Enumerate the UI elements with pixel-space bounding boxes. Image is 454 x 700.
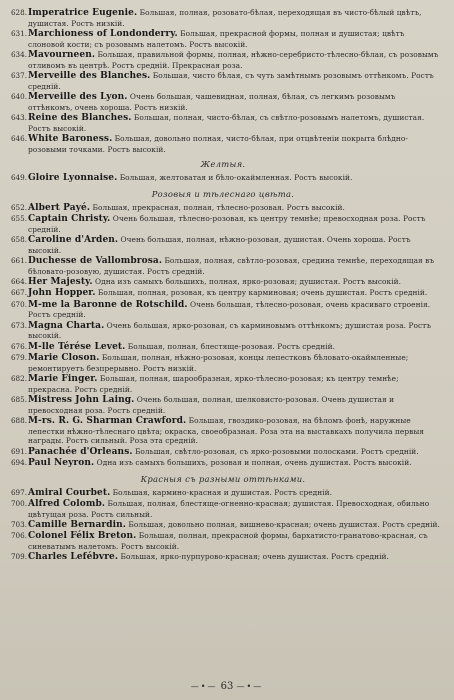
rose-description: Большая, полная, чисто-бѣлая, съ свѣтло-розовымъ налетомъ, душистая. Ростъ высокій.	[28, 112, 425, 133]
rose-name: Captain Christy.	[28, 214, 111, 225]
entry-number: 628.	[10, 8, 27, 17]
rose-description: Большая, полная, розовато-бѣлая, переходящая въ чисто-бѣлый цвѣтъ, душистая. Ростъ низкій.	[28, 8, 422, 28]
entry-number: 643.	[10, 112, 27, 122]
rose-description: Большая, полная, нѣжно-розовая, концы лепестковъ бѣловато-окаймленные; ремонтируетъ безпрерывно. Ростъ низкій.	[28, 353, 409, 373]
catalog-entry	[6, 458, 440, 469]
catalog-entry	[6, 416, 440, 446]
catalog-entry	[6, 113, 440, 133]
rose-name: Mavourneen.	[28, 49, 96, 60]
rose-description: Очень большая, ярко-розовая, съ карминовымъ оттѣнкомъ; душистая роза. Ростъ высокій.	[28, 320, 432, 341]
rose-description: Большая, полная, шарообразная, ярко-тѣлесно-розовая; къ центру темнѣе; прекрасна. Ростъ средній.	[28, 374, 399, 394]
catalog-entry	[6, 8, 440, 28]
catalog-entry	[6, 288, 440, 299]
entry-number: 697.	[10, 487, 27, 497]
section-heading: Розовыя и тѣлеснаго цвѣта.	[151, 188, 295, 199]
entry-number: 646.	[10, 133, 27, 143]
rose-description: Большая, кармино-красная и душистая. Ростъ средній.	[112, 487, 333, 497]
rose-description: Большая, прекрасной формы, полная и душистая; цвѣтъ слоновой кости; съ розовымъ налетомъ. Ростъ высокій.	[28, 28, 405, 49]
rose-name: Merveille des Lyon.	[28, 91, 128, 102]
rose-name: Mistress John Laing.	[28, 395, 135, 406]
catalog-entry	[6, 29, 440, 49]
rose-description: Большая, желтоватая и бѣло-окаймленная. Ростъ высокій.	[119, 173, 353, 183]
catalog-entry	[6, 256, 440, 276]
entry-number: 679.	[10, 353, 27, 363]
rose-name: Panachée d'Orleans.	[28, 446, 133, 457]
rose-description: Большая, довольно полная, чисто-бѣлая, при отцвѣтеніи покрыта блѣдно-розовыми точками. Ростъ высокій.	[28, 133, 408, 154]
entry-number: 661.	[10, 256, 27, 266]
page-number: 63	[220, 681, 234, 692]
rose-name: Caroline d'Arden.	[28, 235, 119, 246]
rose-description: Большая, довольно полная, вишнево-красная; очень душистая. Ростъ средній.	[128, 520, 440, 530]
entry-number: 652.	[10, 202, 27, 212]
catalog-entry	[6, 321, 440, 341]
rose-name: M-rs. R. G. Sharman Crawford.	[28, 416, 187, 427]
rose-description: Большая, правильной формы, полная, нѣжно-серебристо-тѣлесно-бѣлая, съ розовымъ отливомъ въ центрѣ. Ростъ средній. Прекрасная роза.	[28, 49, 439, 70]
entry-number: 706.	[10, 531, 27, 541]
catalog-entry	[6, 71, 440, 91]
rose-description: Большая, полная, розовая, къ центру карминовая; очень душистая. Ростъ средній.	[97, 288, 428, 298]
entry-number: 673.	[10, 320, 27, 330]
catalog-entry	[6, 353, 440, 373]
catalog-entry	[6, 447, 440, 458]
catalog-entry	[6, 92, 440, 112]
entry-number: 655.	[10, 214, 27, 224]
catalog-entry	[6, 531, 440, 551]
rose-description: Одна изъ самыхъ большихъ, полная, ярко-розовая; душистая. Ростъ высокій.	[95, 277, 402, 287]
rose-description: Большая, полная, блестяще-розовая. Ростъ средній.	[127, 341, 336, 351]
entry-number: 688.	[10, 416, 27, 426]
rose-name: Albert Payé.	[28, 202, 91, 213]
rose-name: Amiral Courbet.	[28, 487, 111, 498]
rose-name: M-lle Térése Levet.	[28, 341, 126, 352]
rose-name: White Baroness.	[28, 133, 113, 144]
catalog-entry	[6, 134, 440, 154]
rose-name: M-me la Baronne de Rotschild.	[28, 299, 188, 310]
entry-number: 664.	[10, 277, 27, 287]
rose-description: Большая, полная, блестяще-огненно-красная; душистая. Превосходная, обильно цвѣтущая роза. Ростъ сильный.	[28, 499, 430, 519]
catalog-entry	[6, 552, 440, 563]
rose-description: Одна изъ самыхъ большихъ, розовая и полная, очень душистая. Ростъ высокій.	[96, 458, 412, 468]
catalog-entry	[6, 300, 440, 320]
rose-name: Magna Charta.	[28, 320, 105, 331]
entry-number: 685.	[10, 395, 27, 405]
rose-name: Marie Finger.	[28, 374, 98, 385]
rose-name: Camille Bernardin.	[28, 520, 127, 531]
page-footer	[0, 681, 454, 692]
rose-description: Очень большая, полная, нѣжно-розовая, душистая. Очень хороша. Ростъ высокій.	[28, 235, 411, 255]
entry-number: 682.	[10, 374, 27, 384]
entry-number: 649.	[10, 173, 27, 183]
rose-description: Большая, полная, прекрасной формы, бархатисто-гранатово-красная, съ синеватымъ налетомъ. Ростъ высокій.	[28, 531, 428, 552]
section-heading: Красныя съ разными оттѣнками.	[140, 473, 306, 484]
rose-name: John Hopper.	[28, 288, 96, 299]
catalog-entry	[6, 520, 440, 531]
rose-name: Paul Neyron.	[28, 458, 95, 469]
catalog-entry	[6, 235, 440, 255]
rose-name: Gloire Lyonnaise.	[28, 173, 118, 184]
catalog-entry	[6, 203, 440, 214]
rose-description: Большая, гвоздико-розовая, на бѣломъ фонѣ, наружные лепестки нѣжно-тѣлеснаго цвѣта; окраска, своеобразная. Роза эта на выставкахъ получила первыя награды. Ростъ сильный. Роза эта средній.	[28, 416, 424, 446]
rose-name: Marie Closon.	[28, 353, 100, 364]
entry-number: 703.	[10, 520, 27, 530]
entry-number: 631.	[10, 28, 27, 38]
footer-ornament-right: —•—	[236, 682, 264, 691]
rose-description: Большая, полная, свѣтло-розовая, средина темнѣе, переходящая въ бѣловато-розовую, душистая. Ростъ средній.	[28, 256, 435, 276]
rose-name: Alfred Colomb.	[28, 499, 106, 510]
catalog-entry	[6, 50, 440, 70]
rose-description: Очень большая, чашевидная, полная, бѣлая, съ легкимъ розовымъ оттѣнкомъ, очень хороша. Ростъ низкій.	[28, 91, 396, 112]
entry-number: 694.	[10, 458, 27, 468]
catalog-entry	[6, 374, 440, 394]
catalog-entry	[6, 173, 440, 184]
rose-catalog	[6, 8, 440, 563]
footer-ornament-left: —•—	[190, 682, 218, 691]
rose-name: Reine des Blanches.	[28, 112, 132, 123]
entry-number: 709.	[10, 552, 27, 562]
rose-name: Marchioness of Londonderry.	[28, 28, 178, 39]
entry-number: 670.	[10, 299, 27, 309]
rose-name: Her Majesty.	[28, 277, 93, 288]
catalog-entry	[6, 277, 440, 288]
rose-description: Большая, чисто бѣлая, съ чуть замѣтнымъ розовымъ оттѣнкомъ. Ростъ средній.	[28, 70, 434, 91]
entry-number: 640.	[10, 91, 27, 101]
rose-description: Очень большая, полная, шелковисто-розовая. Очень душистая и превосходная роза. Ростъ средній.	[28, 395, 395, 415]
rose-name: Merveille des Blanches.	[28, 70, 151, 81]
section-heading: Желтыя.	[200, 159, 246, 170]
rose-name: Charles Lefébvre.	[28, 552, 119, 563]
entry-number: 637.	[10, 70, 27, 80]
entry-number: 658.	[10, 235, 27, 245]
rose-description: Очень большая, тѣлесно-розовая, къ центру темнѣе; превосходная роза. Ростъ средній.	[28, 214, 426, 234]
rose-description: Большая, свѣтло-розовая, съ ярко-розовыми полосками. Ростъ средній.	[134, 446, 419, 456]
rose-name: Duchesse de Vallombrosa.	[28, 256, 163, 267]
rose-description: Большая, ярко-пурпурово-красная; очень душистая. Ростъ средній.	[120, 552, 389, 562]
rose-name: Imperatrice Eugenie.	[28, 8, 138, 18]
rose-description: Большая, прекрасная, полная, тѣлесно-розовая. Ростъ высокій.	[92, 202, 345, 212]
catalog-entry	[6, 214, 440, 234]
entry-number: 691.	[10, 446, 27, 456]
catalog-entry	[6, 499, 440, 519]
entry-number: 676.	[10, 341, 27, 351]
rose-description: Очень большая, тѣлесно-розовая, очень красиваго строенія. Ростъ средній.	[28, 299, 431, 320]
entry-number: 634.	[10, 49, 27, 59]
catalog-entry	[6, 488, 440, 499]
entry-number: 700.	[10, 499, 27, 509]
entry-number: 667.	[10, 288, 27, 298]
catalog-entry	[6, 342, 440, 353]
catalog-entry	[6, 395, 440, 415]
rose-name: Colonel Félix Breton.	[28, 531, 137, 542]
